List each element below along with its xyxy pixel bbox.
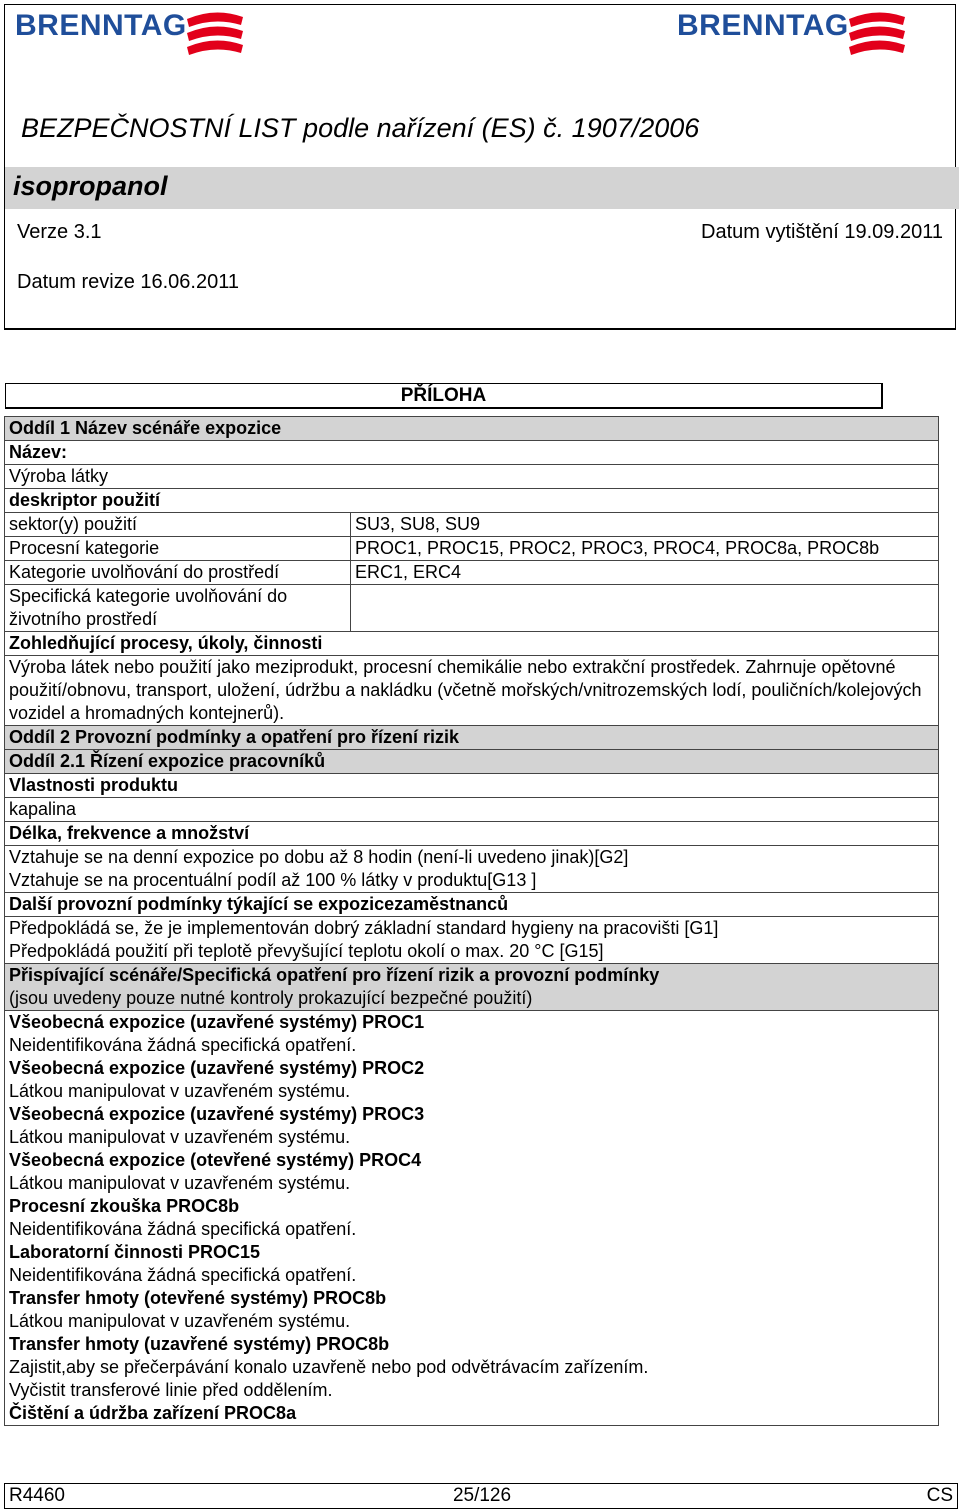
scenario-line: Látkou manipulovat v uzavřeném systému. (9, 1173, 351, 1193)
contrib-note: (jsou uvedeny pouze nutné kontroly prokazující bezpečné použití) (9, 988, 533, 1008)
brenntag-logo-left (15, 11, 245, 69)
scenario-title: Transfer hmoty (uzavřené systémy) PROC8b (9, 1334, 390, 1354)
scenario-line: Neidentifikována žádná specifická opatření. (9, 1219, 357, 1239)
contributing-scenarios-header (5, 964, 939, 1011)
row-label: Kategorie uvolňování do prostředí (5, 561, 351, 585)
document-title: BEZPEČNOSTNÍ LIST podle nařízení (ES) č. 1907/2006 (21, 113, 700, 143)
scenario-title: Procesní zkouška PROC8b (9, 1196, 240, 1216)
version: Verze 3.1 (17, 221, 102, 243)
row-value (351, 585, 939, 632)
scenario-title: Čištění a údržba zařízení PROC8a (9, 1403, 297, 1423)
condition-line: Předpokládá se, že je implementován dobrý základní standard hygieny na pracovišti [G1] (9, 918, 719, 938)
scenario-title: Transfer hmoty (otevřené systémy) PROC8b (9, 1288, 387, 1308)
row-label: Specifická kategorie uvolňování do životního prostředí (5, 585, 351, 632)
section2-heading: Oddíl 2 Provozní podmínky a opatření pro řízení rizik (5, 726, 939, 750)
duration-line: Vztahuje se na procentuální podíl až 100 % látky v produktu[G13 ] (9, 870, 537, 890)
duration-lines (5, 846, 939, 893)
processes-heading: Zohledňující procesy, úkoly, činnosti (5, 632, 939, 656)
exposure-scenario-table (4, 416, 939, 1426)
scenario-line: Látkou manipulovat v uzavřeném systému. (9, 1081, 351, 1101)
section2-1-heading: Oddíl 2.1 Řízení expozice pracovníků (5, 750, 939, 774)
row-value: ERC1, ERC4 (351, 561, 939, 585)
usage-descriptor: deskriptor použití (5, 489, 939, 513)
brenntag-logo-right (677, 11, 907, 69)
footer-code: R4460 (9, 1485, 65, 1506)
contrib-heading: Přispívající scénáře/Specifická opatření pro řízení rizik a provozní podmínky (9, 965, 660, 985)
product-props-value: kapalina (5, 798, 939, 822)
row-label: sektor(y) použití (5, 513, 351, 537)
print-date: Datum vytištění 19.09.2011 (701, 221, 943, 243)
brenntag-swoosh-icon (185, 9, 245, 61)
page-footer (4, 1483, 958, 1509)
scenario-title: Všeobecná expozice (uzavřené systémy) PROC2 (9, 1058, 425, 1078)
logo-text: BRENNTAG (677, 9, 849, 42)
scenarios-list (5, 1011, 939, 1426)
duration-heading: Délka, frekvence a množství (5, 822, 939, 846)
scenario-title: Všeobecná expozice (uzavřené systémy) PROC3 (9, 1104, 425, 1124)
processes-text: Výroba látek nebo použití jako meziprodukt, procesní chemikálie nebo extrakční prostředek. Zahrnuje opětovné použití/obnovu, transport, uložení, údržbu a nakládku (včetně mořských/vnitrozemských lodí, pouličních/kolejových vozidel a hromadných kontejnerů). (5, 656, 939, 726)
scenario-line: Neidentifikována žádná specifická opatření. (9, 1265, 357, 1285)
row-label: Procesní kategorie (5, 537, 351, 561)
scenario-title: Všeobecná expozice (otevřené systémy) PROC4 (9, 1150, 422, 1170)
scenario-line: Vyčistit transferové linie před oddělením. (9, 1380, 333, 1400)
row-value: SU3, SU8, SU9 (351, 513, 939, 537)
logo-text: BRENNTAG (15, 9, 187, 42)
scenario-line: Látkou manipulovat v uzavřeném systému. (9, 1127, 351, 1147)
scenario-line: Látkou manipulovat v uzavřeném systému. (9, 1311, 351, 1331)
annex-title: PŘÍLOHA (5, 383, 883, 409)
product-name: isopropanol (13, 171, 168, 201)
brenntag-swoosh-icon (847, 9, 907, 61)
scenario-line: Zajistit,aby se přečerpávání konalo uzavřeně nebo pod odvětrávacím zařízením. (9, 1357, 649, 1377)
scenario-title: Všeobecná expozice (uzavřené systémy) PROC1 (9, 1012, 425, 1032)
footer-page-number: 25/126 (452, 1485, 512, 1506)
name-label: Název: (5, 441, 939, 465)
duration-line: Vztahuje se na denní expozice po dobu až 8 hodin (není-li uvedeno jinak)[G2] (9, 847, 629, 867)
revision-date: Datum revize 16.06.2011 (17, 271, 239, 293)
header-frame (4, 4, 956, 330)
section1-heading: Oddíl 1 Název scénáře expozice (5, 417, 939, 441)
other-conditions-heading: Další provozní podmínky týkající se expozicezaměstnanců (5, 893, 939, 917)
footer-language: CS (926, 1485, 953, 1506)
condition-line: Předpokládá použití při teplotě převyšující teplotu okolí o max. 20 °C [G15] (9, 941, 604, 961)
scenario-title: Laboratorní činnosti PROC15 (9, 1242, 261, 1262)
product-props-heading: Vlastnosti produktu (5, 774, 939, 798)
other-conditions-lines (5, 917, 939, 964)
scenario-line: Neidentifikována žádná specifická opatření. (9, 1035, 357, 1055)
name-value: Výroba látky (5, 465, 939, 489)
row-value: PROC1, PROC15, PROC2, PROC3, PROC4, PROC8a, PROC8b (351, 537, 939, 561)
